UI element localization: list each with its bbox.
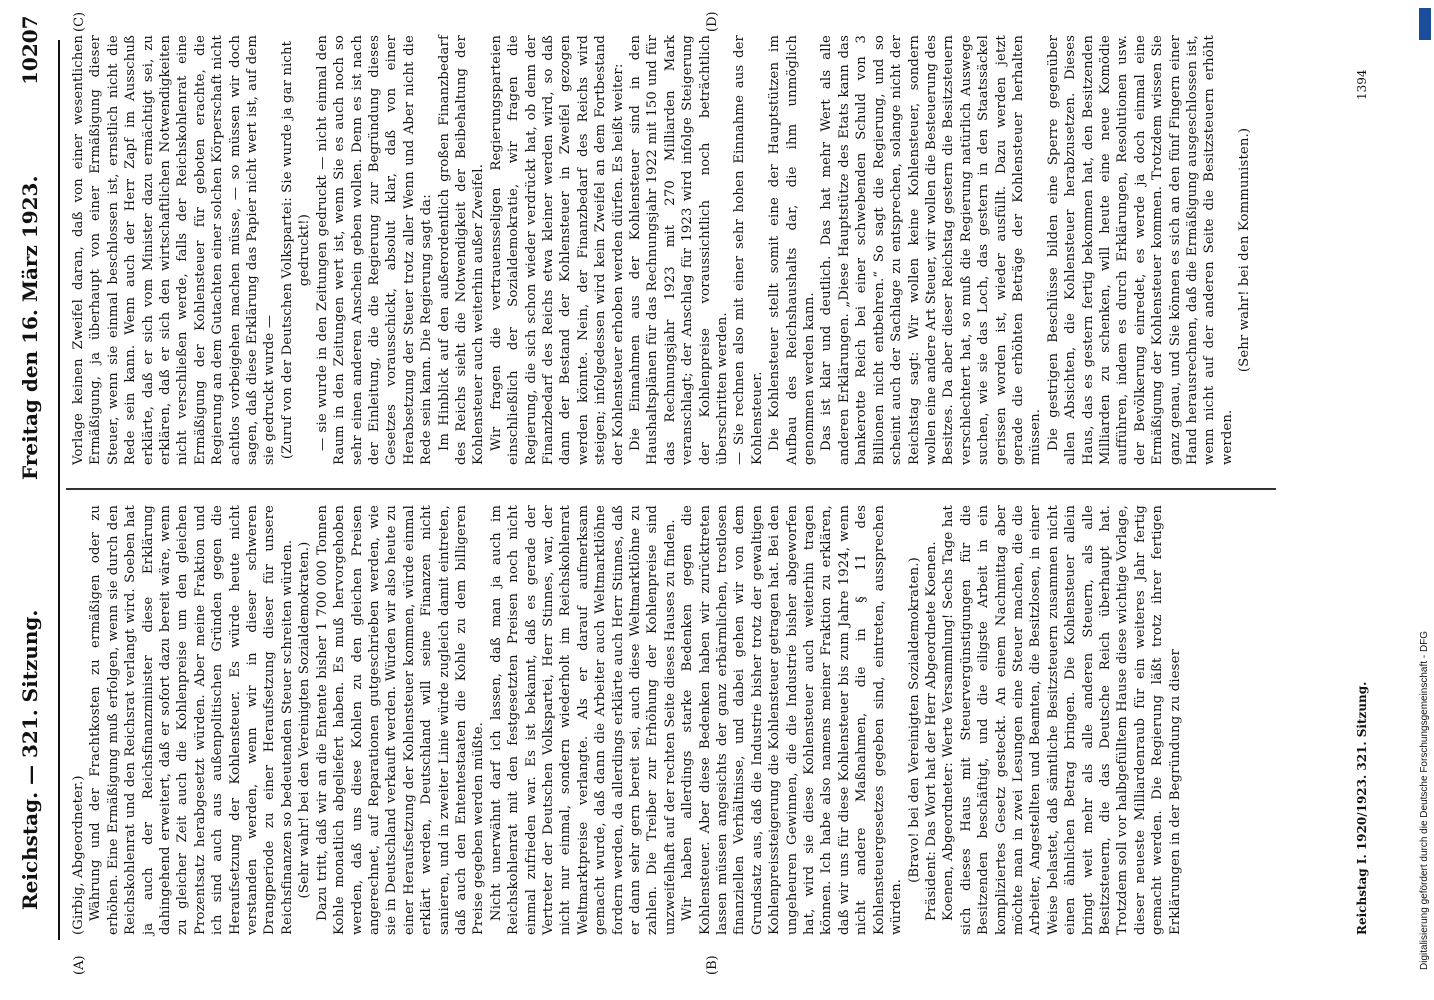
margin-letter-a: (A): [72, 955, 87, 975]
quotation: Im Hinblick auf den außerordentlich großen Finanzbedarf des Reichs sieht die Notwendigkeit der Beibehaltung der Kohlensteuer auch weiterhin außer Zweifel.: [436, 35, 487, 465]
footer-number: 1394: [1355, 69, 1369, 100]
paragraph: Währung und der Frachtkosten zu ermäßigen oder zu erhöhen. Eine Ermäßigung muß erfolgen, wenn sie durch den Reichskohlenrat und den Reichsrat verlangt wird. Soeben hat ja auch der Reichsfinanzminister diese Erklärung dahingehend erweitert, daß er sofort dazu bereit wäre, wenn zu gleicher Zeit auch die Kohlenpreise um den gleichen Prozentsatz herabgesetzt würden. Aber meine Fraktion und ich sind auch aus außenpolitischen Gründen gegen die Heraufsetzung der Kohlensteuer. Es würde heute nicht verstanden werden, wenn wir in dieser schweren Drangperiode zu einer Heraufsetzung dieser für unsere Reichsfinanzen so bedeutenden Steuer schreiten würden.: [88, 505, 295, 935]
margin-letter-c: (C): [72, 11, 87, 32]
digitization-note: [1416, 0, 1434, 1000]
paragraph: Dazu tritt, daß wir an die Entente bisher 1 700 000 Tonnen Kohle monatlich abgeliefert haben. Es muß hervorgehoben werden, daß uns diese Kohlen zu den gleichen Preisen angerechnet, auf Reparationen gutgeschrieben werden, wie sie in Deutschland verkauft werden. Würden wir also heute zu einer Heraufsetzung der Kohlensteuer kommen, würde einmal erklärt werden, Deutschland will seine Finanzen nicht sanieren, und in zweiter Linie würde zugleich damit eintreten, daß auch den Ententestaaten die Kohle zu dem billigeren Preise gegeben werden müßte.: [314, 505, 487, 935]
paragraph: Wir fragen die vertrauensseligen Regierungsparteien einschließlich der Sozialdemokratie, wir fragen die Regierung, die sich schon wieder verdrückt hat, ob denn der Finanzbedarf des Reichs etwa kleiner werden wird, so daß dann der Bestand der Kohlensteuer in Zweifel gezogen werden könnte. Nein, der Finanzbedarf des Reichs wird steigen; infolgedessen wird kein Zweifel an dem Fortbestand der Kohlensteuer erhoben werden dürfen. Es heißt weiter:: [488, 35, 626, 465]
paragraph: Präsident: Das Wort hat der Herr Abgeordnete Koenen.: [923, 541, 939, 921]
quotation: Die Kohlensteuer stellt somit eine der Hauptstützen im Aufbau des Reichshaushalts dar, die ihm unmöglich genommen werden kann.: [767, 35, 818, 465]
paragraph: — Sie rechnen also mit einer sehr hohen Einnahme aus der Kohlensteuer.: [732, 35, 765, 465]
page-number: 10207: [18, 15, 42, 85]
paragraph: — sie wurde in den Zeitungen gedruckt — nicht einmal den Raum in den Zeitungen wert ist, wenn Sie es auch noch so sehr einen anderen Anschein geben wollen. Denn es ist nach der Einleitung, die die Regierung zur Begründung dieses Gesetzes vorausschickt, absolut klar, daß von einer Herabsetzung der Steuer trotz aller Wenn und Aber nicht die Rede sein kann. Die Regierung sagt da:: [314, 35, 435, 465]
interjection: (Zuruf von der Deutschen Volkspartei: Sie wurde ja gar nicht gedruckt!): [279, 40, 313, 460]
header-rule: [58, 40, 60, 940]
margin-letter-d: (D): [705, 11, 720, 32]
paragraph: (Girbig, Abgeordneter.): [71, 775, 86, 935]
running-header-left: Reichstag. — 321. Sitzung.: [18, 609, 42, 910]
quotation: Die Einnahmen aus der Kohlensteuer sind in den Haushaltsplänen für das Rechnungsjahr 1922 mit 150 und für das Rechnungsjahr 1923 mit 270 Milliarden Mark veranschlagt; der Anschlag für 1923 wird infolge Steigerung der Kohlenpreise voraussichtlich noch beträchtlich überschritten werden.: [628, 35, 731, 465]
digitization-note-text: Digitalisierung gefördert durch die Deutsche Forschungsgemeinschaft - DFG: [1419, 630, 1430, 970]
column-divider: [66, 489, 1276, 491]
running-header-date: Freitag den 16. März 1923.: [18, 175, 42, 480]
right-text-column: [70, 35, 1254, 465]
interjection: (Sehr wahr! bei den Vereinigten Sozialdemokraten.): [297, 541, 313, 899]
left-text-column: [70, 505, 1184, 935]
interjection: (Sehr wahr! bei den Kommunisten.): [1237, 127, 1253, 373]
margin-letter-b: (B): [705, 955, 720, 975]
paragraph: Das ist klar und deutlich. Das hat mehr Wert als alle anderen Erklärungen. „Diese Hauptstütze des Etats kann das bankerotte Reich bei einer schwebenden Schuld von 3 Billionen nicht entbehren.“ So sagt die Regierung, und so scheint auch der Sachlage zu entsprechen, solange nicht der Reichstag sagt: Wir wollen keine Kohlensteuer, sondern wollen eine andere Art Steuer, wir wollen die Besteuerung des Besitzes. Da aber dieser Reichstag gestern die Besitzsteuern verschlechtert hat, so muß die Regierung natürlich Auswege suchen, wie sie das Loch, das gestern in den Staatssäckel gerissen worden ist, wieder ausfüllt. Dazu werden jetzt gerade die erhöhten Beträge der Kohlensteuer herhalten müssen.: [819, 35, 1044, 465]
footer-signature: Reichstag I. 1920/1923. 321. Sitzung.: [1355, 681, 1369, 935]
paragraph: Vorlage keinen Zweifel daran, daß von einer wesentlichen Ermäßigung, ja überhaupt von einer Ermäßigung dieser Steuer, wenn sie einmal beschlossen ist, ernstlich nicht die Rede sein kann. Wenn auch der Herr Zapf im Ausschuß erklärte, daß er sich vom Minister dazu ermächtigt sei, zu erklären, daß er sich den wirtschaftlichen Notwendigkeiten nicht verschließen werde, falls der Reichskohlenrat eine Ermäßigung der Kohlensteuer für geboten erachte, die Regierung an dem Gutachten einer solchen Körperschaft nicht achtlos vorbeigehen machen müsse, — so müssen wir doch sagen, daß diese Erklärung das Papier nicht wert ist, auf dem sie gedruckt wurde —: [71, 35, 278, 465]
paragraph: Wir haben allerdings starke Bedenken gegen die Kohlensteuer. Aber diese Bedenken haben wir zurücktreten lassen müssen angesichts der ganz erbärmlichen, trostlosen finanziellen Verhältnisse, und dabei gehen wir von dem Grundsatz aus, daß die Industrie bisher trotz der gewaltigen Kohlenpreissteigerung die Kohlensteuer getragen hat. Bei den ungeheuren Gewinnen, die die Industrie bisher abgeworfen hat, wird sie diese Kohlensteuer auch weiterhin tragen können. Ich habe also namens meiner Fraktion zu erklären, daß wir uns für diese Kohlensteuer bis zum Jahre 1924, wenn nicht andere Maßnahmen, die in § 11 des Kohlensteuergesetzes gegeben sind, eintreten, aussprechen würden.: [680, 505, 905, 935]
interjection: (Bravo! bei den Vereinigten Sozialdemokraten.): [906, 557, 922, 883]
paragraph: Koenen, Abgeordneter: Werte Versammlung! Sechs Tage hat sich dieses Haus mit Steuervergünstigungen für die Besitzenden beschäftigt, und die eiligste Arbeit in ein kompliziertes Gesetz gesteckt. An einem Nachmittag aber möchte man in zwei Lesungen eine Steuer machen, die die Arbeiter, Angestellten und Beamten, die Besitzlosen, in einer Weise belastet, daß sämtliche Besitzsteuern zusammen nicht einen ähnlichen Betrag bringen. Die Kohlensteuer allein bringt weit mehr als alle anderen Steuern, als alle Besitzsteuern, die das Deutsche Reich überhaupt hat. Trotzdem soll vor halbgefülltem Hause diese wichtige Vorlage, dieser neueste Milliardenraub für ein weiteres Jahr fertig gemacht werden. Die Regierung läßt trotz ihrer fertigen Erklärungen in der Begründung zu dieser: [941, 505, 1183, 935]
paragraph: Die gestrigen Beschlüsse bilden eine Sperre gegenüber allen Absichten, die Kohlensteuer herabzusetzen. Dieses Haus, das es gestern fertig bekommen hat, den Besitzenden Milliarden zu schenken, will heute eine neue Komödie aufführen, indem es durch Erklärungen, Resolutionen usw. der Bevölkerung einredet, es werde ja doch einmal eine Ermäßigung der Kohlensteuer kommen. Trotzdem wissen Sie ganz genau, und Sie können es sich an den fünf Fingern einer Hand herausrechnen, daß die Ermäßigung ausgeschlossen ist, wenn nicht auf der anderen Seite die Besitzsteuern erhöht werden.: [1045, 35, 1235, 465]
paragraph: Nicht unerwähnt darf ich lassen, daß man ja auch im Reichskohlenrat mit den festgesetzten Preisen noch nicht einmal zufrieden war. Es ist bekannt, daß es gerade der Vertreter der Deutschen Volkspartei, Herr Stinnes, war, der nicht nur einmal, sondern wiederholt im Reichskohlenrat Weltmarktpreise verlangte. Als er darauf aufmerksam gemacht wurde, daß dann die Arbeiter auch Weltmarktlöhne fordern werden, da allerdings erklärte auch Herr Stinnes, daß er dann sehr gern bereit sei, auch diese Weltmarktlöhne zu zahlen. Die Treiber zur Erhöhung der Kohlenpreise sind unzweifelhaft auf der rechten Seite dieses Hauses zu finden.: [488, 505, 678, 935]
